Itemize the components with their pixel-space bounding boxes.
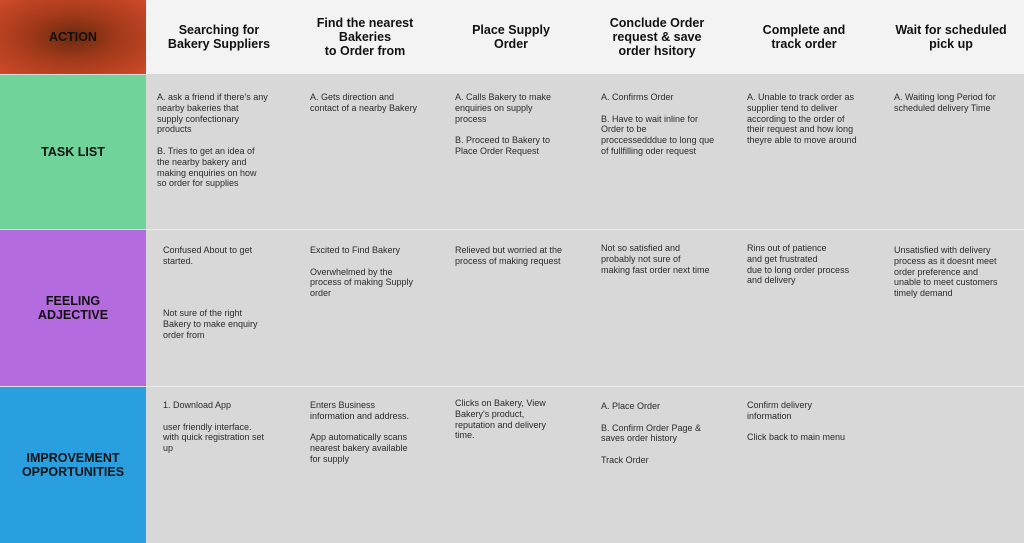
stage-title-wait-pickup: Wait for scheduled pick up xyxy=(895,23,1007,51)
task-cell-searching: A. ask a friend if there's any nearby bakeries that supply confectionary products B. Tries to get an idea of the nearby bakery and making enquiries on how so order for supplies xyxy=(157,92,268,189)
improvement-cell-conclude-order: A. Place Order B. Confirm Order Page & saves order history Track Order xyxy=(601,401,702,465)
stage-title-complete-track: Complete and track order xyxy=(762,23,846,51)
row-label-action: ACTION xyxy=(0,0,146,74)
improvement-cell-searching: 1. Download App user friendly interface. with quick registration set up xyxy=(163,400,265,454)
improvement-cell-find-nearest: Enters Business information and address. App automatically scans nearest bakery available for supply xyxy=(310,400,410,464)
row-divider xyxy=(146,386,1024,387)
task-cell-find-nearest: A. Gets direction and contact of a nearby Bakery xyxy=(310,92,418,113)
feeling-cell-wait-pickup: Unsatisfied with delivery process as it doesnt meet order preference and unable to meet customers timely demand xyxy=(894,245,998,299)
improvement-cell-complete-track: Confirm delivery information Click back to main menu xyxy=(747,400,846,443)
improvement-cell-place-order: Clicks on Bakery, View Bakery's product, reputation and delivery time. xyxy=(455,398,547,441)
feeling-cell-complete-track: Rins out of patience and get frustrated due to long order process and delivery xyxy=(747,243,850,286)
row-label-task-list: TASK LIST xyxy=(0,75,146,229)
stage-title-find-nearest: Find the nearest Bakeries to Order from xyxy=(316,16,414,58)
task-cell-place-order: A. Calls Bakery to make enquiries on supply process B. Proceed to Bakery to Place Order Request xyxy=(455,92,552,156)
feeling-cell-conclude-order: Not so satisfied and probably not sure of making fast order next time xyxy=(601,243,710,275)
row-divider xyxy=(146,229,1024,230)
feeling-cell-find-nearest: Excited to Find Bakery Overwhelmed by the process of making Supply order xyxy=(310,245,414,299)
stage-title-searching: Searching for Bakery Suppliers xyxy=(167,23,271,51)
task-cell-complete-track: A. Unable to track order as supplier tend to deliver according to the order of their request and how long theyre able to move around xyxy=(747,92,857,146)
stage-title-place-order: Place Supply Order xyxy=(472,23,550,51)
feeling-cell-searching: Confused About to get started. xyxy=(163,245,253,266)
row-label-improvement-opportunities: IMPROVEMENT OPPORTUNITIES xyxy=(0,387,146,543)
task-cell-conclude-order: A. Confirms Order B. Have to wait inline for Order to be proccessedddue to long que of fullfilling oder request xyxy=(601,92,715,156)
feeling-cell-searching-secondary: Not sure of the right Bakery to make enquiry order from xyxy=(163,308,258,340)
row-label-feeling-adjective: FEELING ADJECTIVE xyxy=(0,230,146,386)
feeling-cell-place-order: Relieved but worried at the process of making request xyxy=(455,245,563,266)
task-cell-wait-pickup: A. Waiting long Period for scheduled delivery Time xyxy=(894,92,996,113)
stage-title-conclude-order: Conclude Order request & save order hsitory xyxy=(609,16,705,58)
